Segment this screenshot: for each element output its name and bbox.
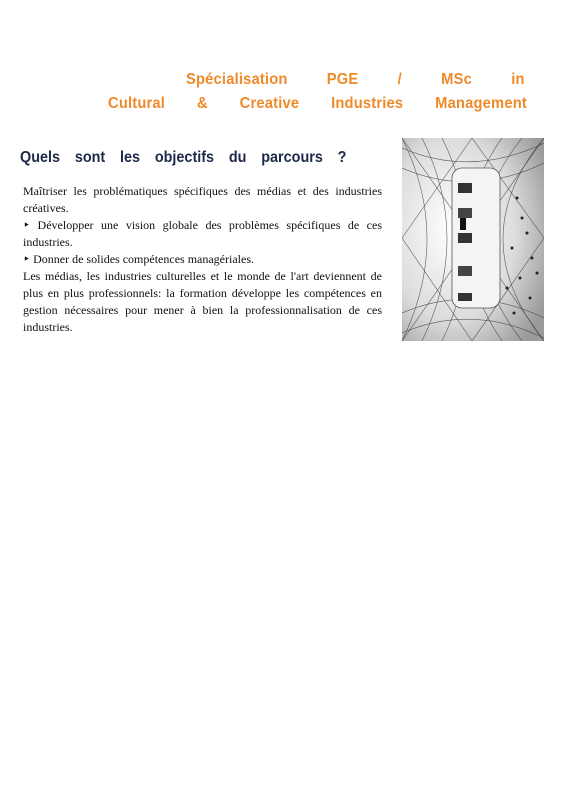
paragraph-objective-1: Maîtriser les problématiques spécifiques des médias et des industries créatives. [23,184,382,215]
section-heading: Quels sont les objectifs du parcours ? [20,149,347,166]
atrium-photo-graphic [402,138,544,341]
atrium-photo [402,138,544,341]
title-line-2: Cultural & Creative Industries Management [108,95,527,112]
section-body [23,183,382,336]
paragraph-objective-3: ‣ Donner de solides compétences managériales. [23,252,254,266]
paragraph-objective-2: ‣ Développer une vision globale des problèmes spécifiques de ces industries. [23,218,382,249]
title-line-1: Spécialisation PGE / MSc in [186,71,525,88]
paragraph-description: Les médias, les industries culturelles et le monde de l'art deviennent de plus en plus professionnels: la formation développe les compétences en gestion nécessaires pour mener à bien la professionnalisation de ces industries. [23,269,382,334]
